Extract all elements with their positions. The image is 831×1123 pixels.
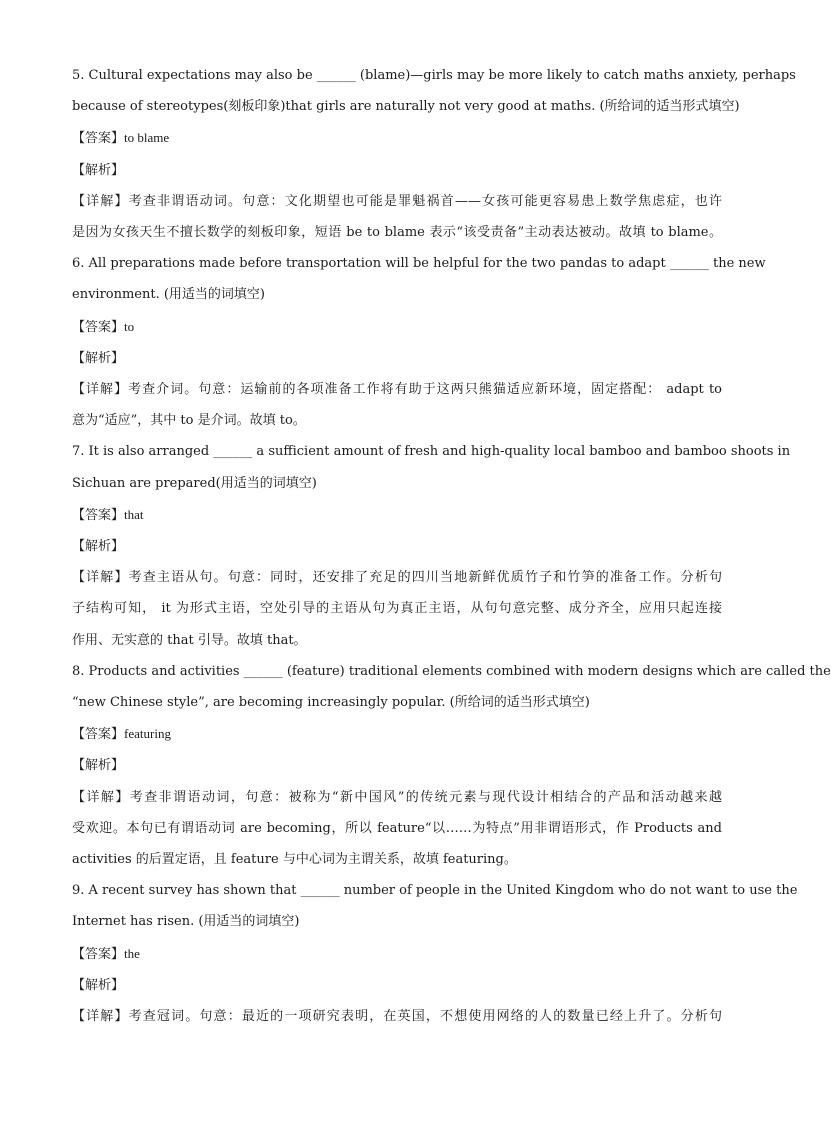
question-text: environment. (用适当的词填空) (72, 287, 266, 303)
answer-row (72, 938, 722, 970)
question-5 (72, 60, 796, 248)
answer-label: 【答案】 (72, 131, 125, 147)
question-6 (72, 248, 766, 436)
detail-text: 作用、无实意的 that 引导。故填 that。 (72, 632, 307, 648)
detail-text: 意为“适应”，其中 to 是介词。故填 to。 (72, 413, 306, 429)
question-text: 7. It is also arranged ______ a sufficient amount of fresh and high-quality local bamboo and bamboo shoots in (72, 444, 791, 460)
question-9 (72, 875, 798, 1032)
question-text: because of stereotypes(刻板印象)that girls are naturally not very good at maths. (所给词的适当形式填空) (72, 99, 740, 115)
answer-label: 【答案】 (72, 946, 125, 962)
question-text: 6. All preparations made before transportation will be helpful for the two pandas to adapt ______ the new (72, 256, 766, 272)
document-page (72, 60, 831, 1032)
analysis-label: 【解析】 (72, 977, 125, 993)
question-text: 5. Cultural expectations may also be ______ (blame)—girls may be more likely to catch maths anxiety, perhaps (72, 68, 796, 83)
detail-text: 【详解】考查非谓语动词，句意：被称为“新中国风”的传统元素与现代设计相结合的产品和活动越来越 (72, 789, 722, 805)
detail-text: 子结构可知， it 为形式主语，空处引导的主语从句为真正主语，从句句意完整、成分齐全，应用只起连接 (72, 601, 722, 617)
answer-value: to blame (124, 130, 170, 146)
answer-value: that (124, 506, 144, 522)
answer-value: the (124, 945, 140, 961)
question-text: “new Chinese style”, are becoming increasingly popular. (所给词的适当形式填空) (72, 695, 590, 711)
answer-row (72, 311, 722, 343)
question-text: 9. A recent survey has shown that ______ number of people in the United Kingdom who do not want to use the (72, 883, 798, 899)
answer-row (72, 499, 722, 531)
analysis-label: 【解析】 (72, 350, 125, 366)
analysis-label: 【解析】 (72, 539, 125, 555)
detail-text: 【详解】考查非谓语动词。句意：文化期望也可能是罪魁祸首——女孩可能更容易患上数学焦虑症，也许 (72, 193, 722, 209)
answer-value: featuring (124, 726, 171, 742)
question-text: Internet has risen. (用适当的词填空) (72, 914, 300, 930)
answer-label: 【答案】 (72, 319, 125, 335)
answer-label: 【答案】 (72, 507, 125, 523)
question-text: Sichuan are prepared(用适当的词填空) (72, 475, 317, 491)
analysis-label: 【解析】 (72, 758, 125, 774)
detail-text: 【详解】考查主语从句。句意：同时，还安排了充足的四川当地新鲜优质竹子和竹笋的准备工作。分析句 (72, 570, 722, 586)
answer-value: to (124, 318, 135, 334)
question-text: 8. Products and activities ______ (feature) traditional elements combined with modern designs which are called the (72, 663, 831, 679)
answer-row (72, 122, 722, 154)
detail-text: activities 的后置定语，且 feature 与中心词为主谓关系，故填 featuring。 (72, 852, 517, 868)
answer-row (72, 718, 722, 750)
detail-text: 【详解】考查冠词。句意：最近的一项研究表明，在英国，不想使用网络的人的数量已经上升了。分析句 (72, 1009, 722, 1025)
answer-label: 【答案】 (72, 727, 125, 743)
detail-text: 【详解】考查介词。句意：运输前的各项准备工作将有助于这两只熊猫适应新环境，固定搭配： adapt to (72, 382, 722, 398)
question-8 (72, 656, 831, 875)
detail-text: 受欢迎。本句已有谓语动词 are becoming，所以 feature“以……为特点”用非谓语形式，作 Products and (72, 820, 722, 836)
analysis-label: 【解析】 (72, 162, 125, 178)
detail-text: 是因为女孩天生不擅长数学的刻板印象，短语 be to blame 表示“该受责备”主动表达被动。故填 to blame。 (72, 225, 722, 241)
question-7 (72, 436, 791, 655)
